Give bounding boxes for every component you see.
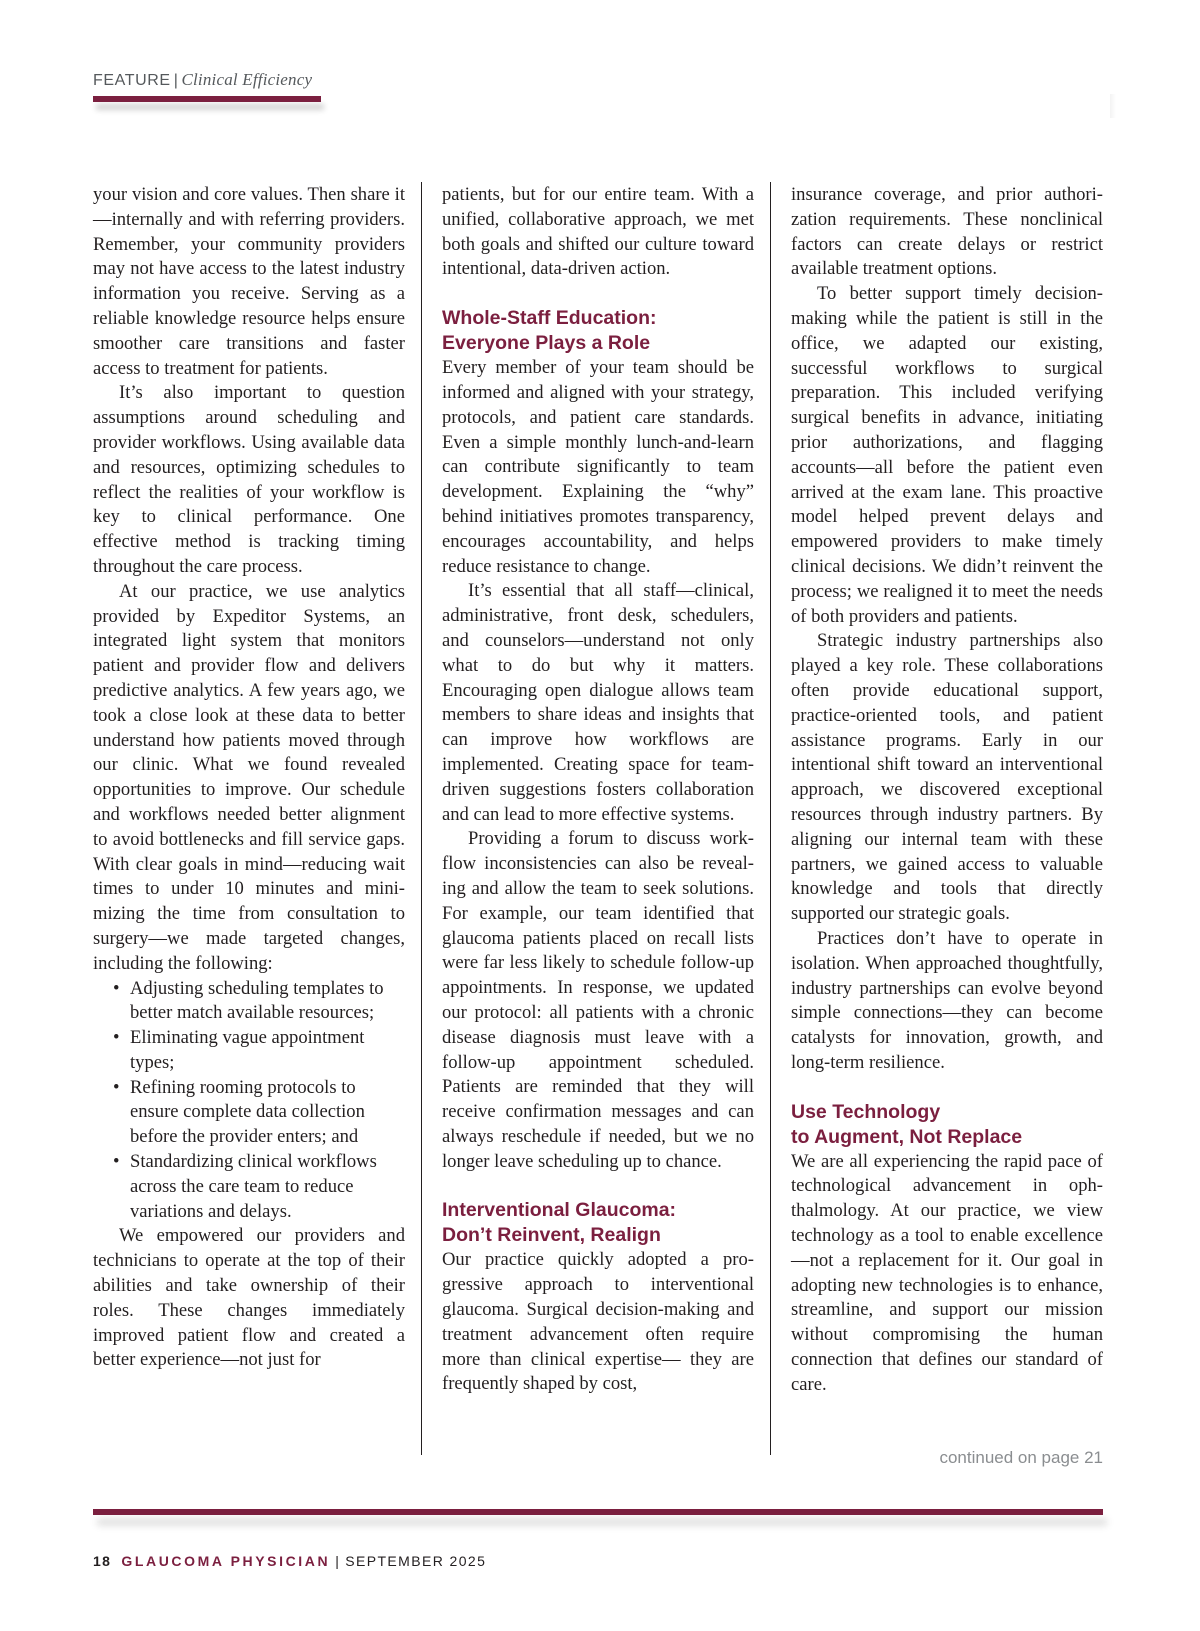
paragraph: To better support timely decision-making while the patient is still in the office, we adapted our existing, successful workflows to surgical preparation. This included verifying surgical benefits in advance, initiating prior authorizations, and flagging accounts—all before the patient even arrived at the exam lane. This proactive model helped prevent delays and empowered providers to make timely clinical decisions. We didn’t reinvent the process; we realigned it to meet the needs of both providers and patients. (791, 283, 1103, 627)
subheading-use-technology: Use Technology to Augment, Not Replace (791, 1100, 1023, 1148)
paragraph: insurance coverage, and prior authorization requirements. These nonclinical factors can create delays or restrict available treatment options. (791, 184, 1103, 280)
column-divider (770, 182, 771, 1455)
subheading-interventional-glaucoma: Interventional Glaucoma: Don’t Reinvent, Realign (442, 1199, 677, 1247)
subheading-whole-staff-education: Whole-Staff Education: Everyone Plays a Role (442, 307, 657, 355)
header-separator: | (173, 72, 179, 89)
paragraph: We empowered our providers and technicians to operate at the top of their abilities and take ownership of their roles. These changes immediately improved patient flow and created a better experience—not just for (93, 1225, 405, 1371)
article-column-3 (791, 183, 1103, 1398)
bullet-item: • Adjusting scheduling templates to better match available resources; (107, 977, 405, 1027)
paragraph: patients, but for our entire team. With a unified, collaborative approach, we met both goals and shifted our culture toward intentional, data-driven action. (442, 184, 754, 280)
paragraph: It’s also important to question assumptions around scheduling and provider workflows. Using available data and resources, optimizing schedules to reflect the realities of your workflow is key to clinical performance. One effective method is tracking timing throughout the care process. (93, 382, 405, 577)
paragraph: Our practice quickly adopted a progressive approach to interventional glaucoma. Surgical decision-making and treatment advancement often require more than clinical expertise— they are frequently shaped by cost, (442, 1249, 754, 1395)
running-header (93, 70, 312, 90)
footer-rule (93, 1509, 1103, 1515)
page-footer (93, 1553, 486, 1569)
header-rule (93, 96, 321, 102)
footer-separator: | (335, 1553, 341, 1569)
paragraph: It’s essential that all staff—clinical, administrative, front desk, schedulers, and counselors—understand not only what to do but why it matters. Encouraging open dialogue allows team members to share ideas and insights that can improve how workflows are implemented. Creating space for team-driven suggestions fosters collaboration and can lead to more effective systems. (442, 580, 754, 825)
paragraph: Strategic industry partnerships also played a key role. These collaborations often provide educational support, practice-oriented tools, and patient assistance programs. Early in our intentional shift toward an interventional approach, we discovered exceptional resources through industry partners. By aligning our internal team with these partners, we gained access to valuable knowledge and tools that directly supported our strategic goals. (791, 630, 1103, 925)
bullet-item: • Standardizing clinical workflows across the care team to reduce variations and delays. (107, 1150, 405, 1224)
paragraph: Every member of your team should be informed and aligned with your strategy, protocols, and patient care standards. Even a simple monthly lunch-and-learn can contribute significantly to team development. Explaining the “why” behind initiatives promotes transparency, encourages accountability, and helps reduce resistance to change. (442, 357, 754, 577)
paragraph: your vision and core values. Then share it—internally and with referring providers. Remember, your community providers may not have access to the latest industry information you receive. Serving as a reliable knowledge resource helps ensure smoother care transitions and faster access to treatment for patients. (93, 184, 405, 379)
article-column-2 (442, 183, 754, 1397)
bullet-item: • Refining rooming protocols to ensure complete data collection before the provider enters; and (107, 1076, 405, 1150)
paragraph: Providing a forum to discuss workflow inconsistencies can also be revealing and allow the team to seek solutions. For example, our team identified that glaucoma patients placed on recall lists were far less likely to schedule follow-up appointments. In response, we updated our protocol: all patients with a chronic disease diagnosis must leave with a follow-up appointment scheduled. Patients are reminded that they will receive confirmation messages and can always reschedule if needed, but we no longer leave scheduling up to chance. (442, 828, 754, 1172)
article-column-1 (93, 183, 405, 1373)
continued-link[interactable]: continued on page 21 (939, 1448, 1103, 1467)
header-shade (1110, 94, 1116, 118)
header-label: FEATURE (93, 72, 171, 89)
header-section: Clinical Efficiency (181, 70, 313, 89)
paragraph: At our practice, we use analytics provided by Expeditor Systems, an integrated light system that monitors patient and provider flow and delivers predictive analytics. A few years ago, we took a close look at these data to better understand how patients moved through our clinic. What we found revealed opportunities to improve. Our schedule and workflows needed better alignment to avoid bottlenecks and fill service gaps. With clear goals in mind—reducing wait times to under 10 minutes and minimizing the time from consultation to surgery—we made targeted changes, including the following: (93, 580, 405, 974)
publication-name: GLAUCOMA PHYSICIAN (121, 1553, 331, 1569)
changes-bullet-list (93, 977, 405, 1225)
paragraph: We are all experiencing the rapid pace of technological advancement in ophthalmology. At our practice, we view technology as a tool to enable excellence—not a replacement for it. Our goal in adopting new technologies is to enhance, streamline, and support our mission without compromising the human connection that defines our standard of care. (791, 1150, 1103, 1395)
paragraph: Practices don’t have to operate in isolation. When approached thoughtfully, industry partnerships can evolve beyond simple connections—they can become catalysts for innovation, growth, and long-term resilience. (791, 927, 1103, 1073)
page-number: 18 (93, 1553, 112, 1569)
issue-date: SEPTEMBER 2025 (345, 1553, 487, 1569)
column-divider (421, 182, 422, 1455)
bullet-item: • Eliminating vague appointment types; (107, 1026, 405, 1076)
